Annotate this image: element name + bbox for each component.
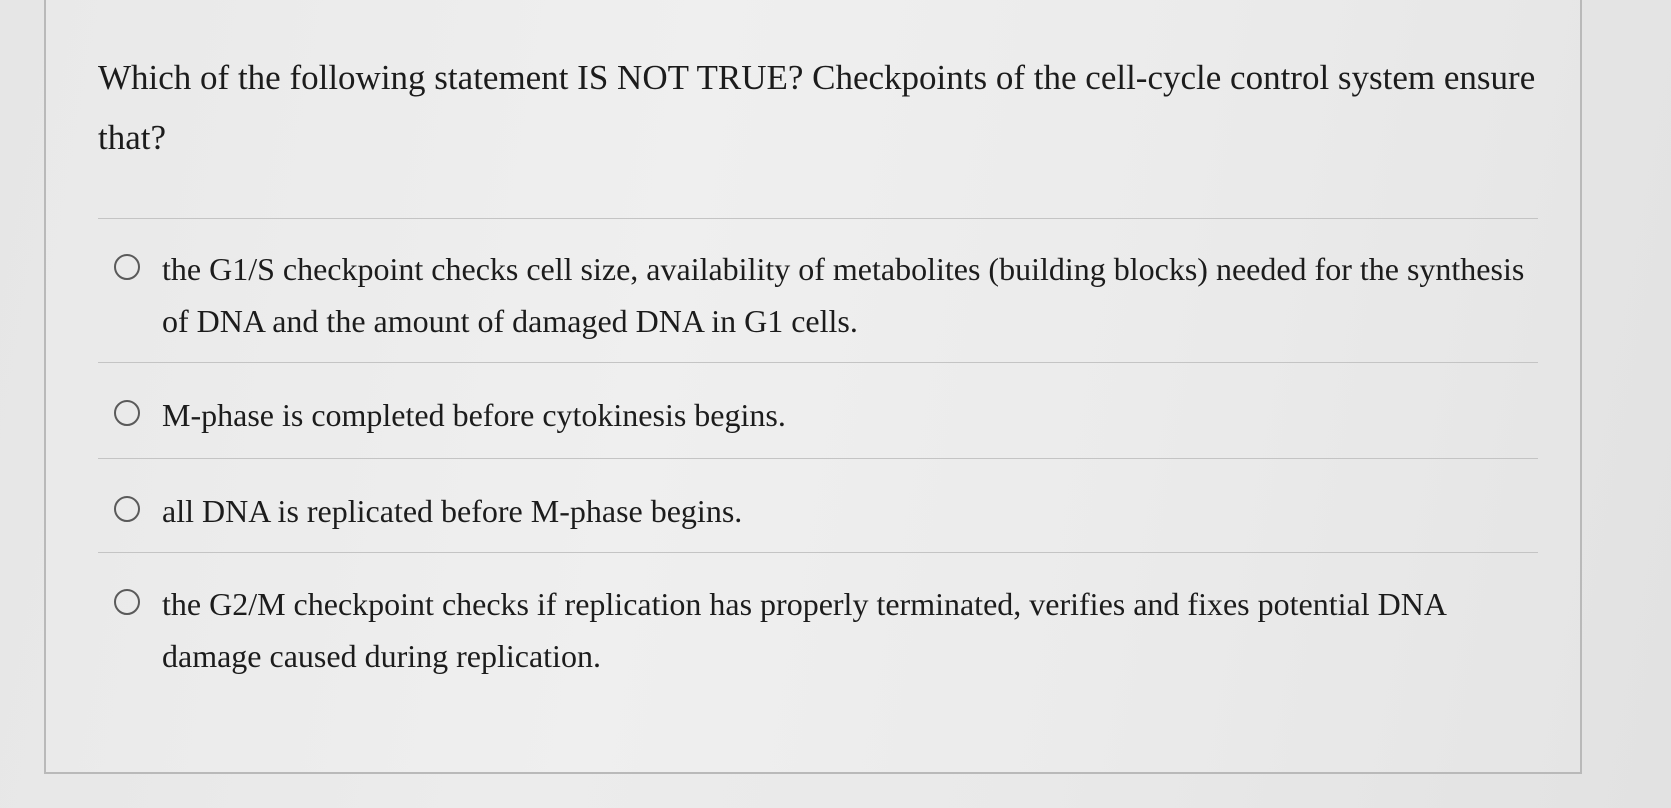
option-3[interactable] xyxy=(114,485,1544,537)
divider xyxy=(98,458,1538,459)
radio-icon[interactable] xyxy=(114,400,140,426)
question-card xyxy=(44,0,1582,774)
option-1-label: the G1/S checkpoint checks cell size, availability of metabolites (building blocks) needed for the synthesis of DNA and the amount of damaged DNA in G1 cells. xyxy=(162,251,1525,339)
question-text: Which of the following statement IS NOT TRUE? Checkpoints of the cell-cycle control system ensure that? xyxy=(98,58,1536,157)
option-4[interactable] xyxy=(114,578,1544,682)
option-3-label: all DNA is replicated before M-phase begins. xyxy=(162,493,743,529)
option-1[interactable] xyxy=(114,243,1544,347)
radio-icon[interactable] xyxy=(114,254,140,280)
option-2[interactable] xyxy=(114,389,1544,441)
radio-icon[interactable] xyxy=(114,589,140,615)
divider xyxy=(98,552,1538,553)
divider xyxy=(98,362,1538,363)
radio-icon[interactable] xyxy=(114,496,140,522)
option-4-label: the G2/M checkpoint checks if replication has properly terminated, verifies and fixes potential DNA damage caused during replication. xyxy=(162,586,1446,674)
divider xyxy=(98,218,1538,219)
option-2-label: M-phase is completed before cytokinesis begins. xyxy=(162,397,786,433)
